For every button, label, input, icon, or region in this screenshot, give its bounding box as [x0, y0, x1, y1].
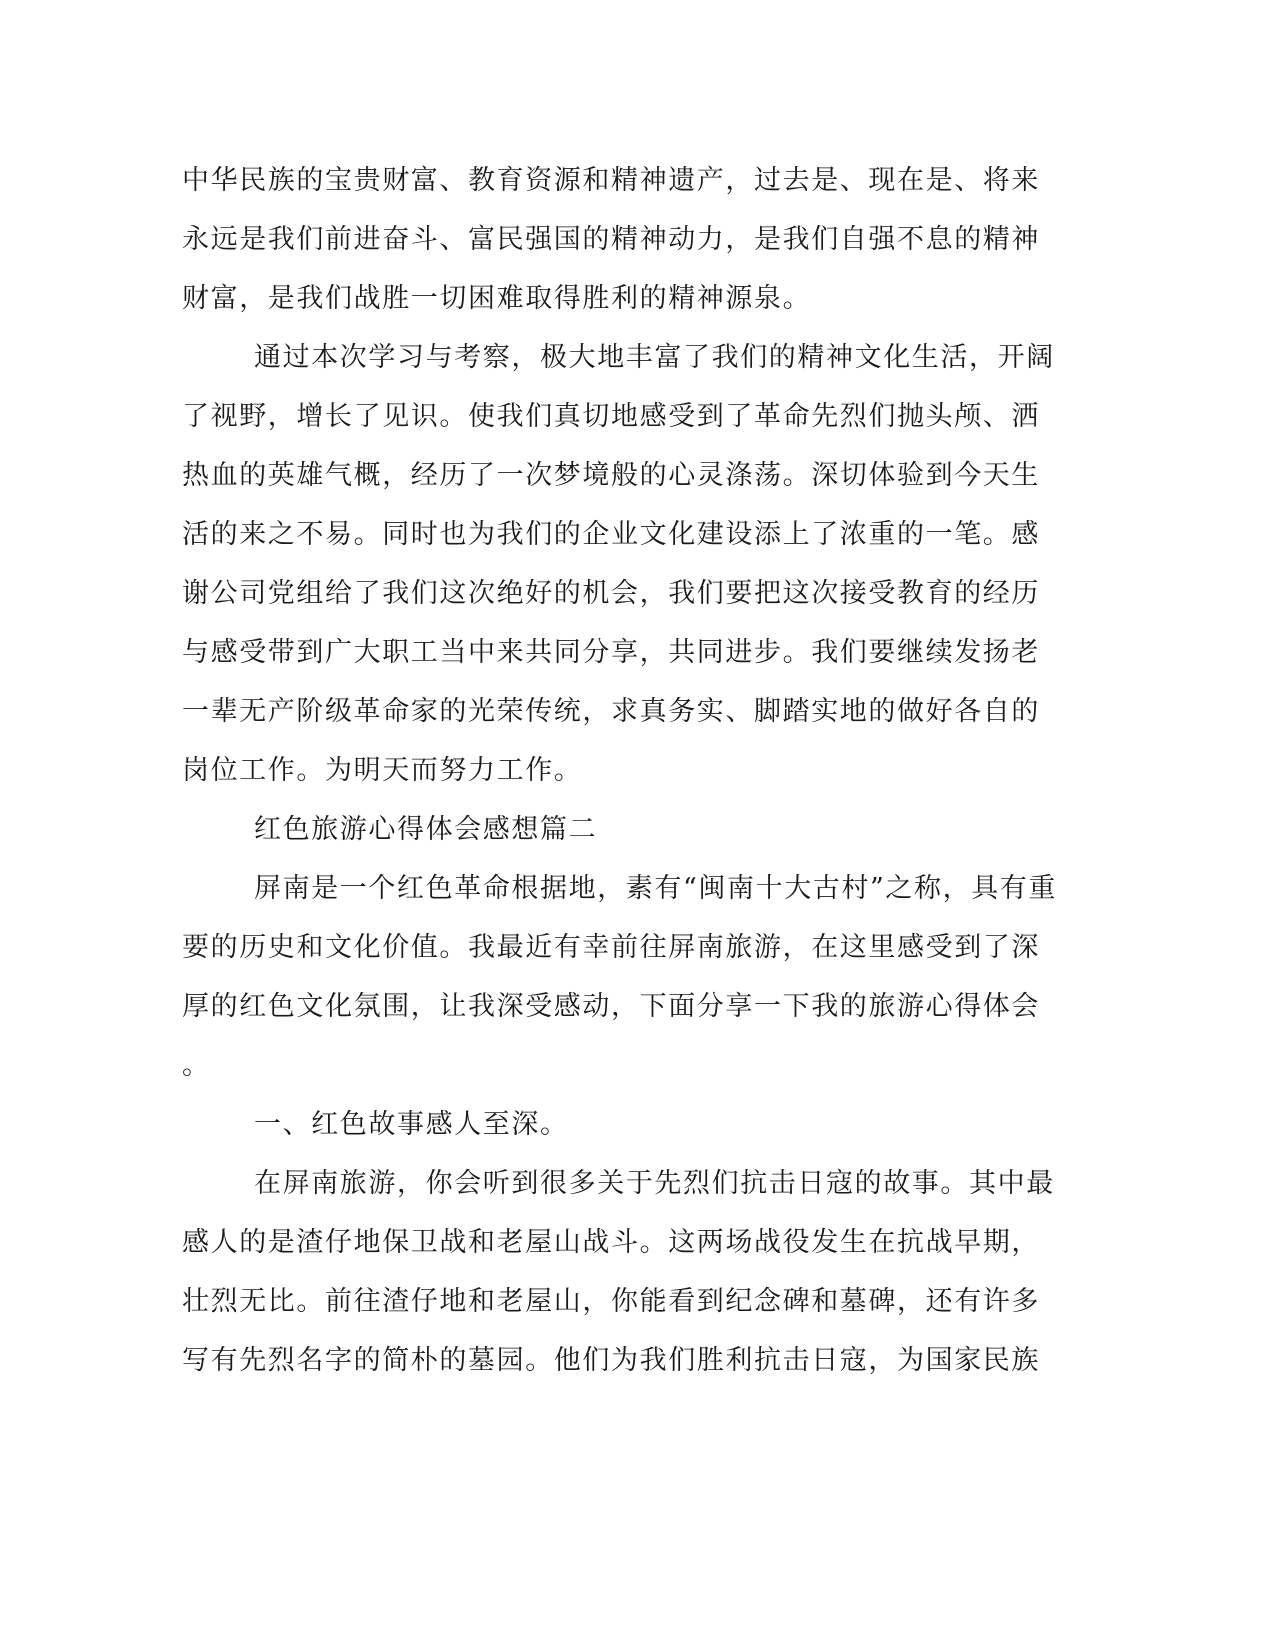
text-line: 写有先烈名字的简朴的墓园。他们为我们胜利抗击日寇，为国家民族 [182, 1345, 1040, 1376]
text-line: 要的历史和文化价值。我最近有幸前往屏南旅游，在这里感受到了深 [182, 932, 1040, 963]
text-line: 谢公司党组给了我们这次绝好的机会，我们要把这次接受教育的经历 [182, 578, 1040, 609]
text-line: 岗位工作。为明天而努力工作。 [182, 755, 583, 786]
section-heading: 红色旅游心得体会感想篇二 [254, 814, 598, 845]
text-line: 一辈无产阶级革命家的光荣传统，求真务实、脚踏实地的做好各自的 [182, 696, 1040, 727]
text-line: 热血的英雄气概，经历了一次梦境般的心灵涤荡。深切体验到今天生 [182, 460, 1040, 491]
text-line: 了视野，增长了见识。使我们真切地感受到了革命先烈们抛头颅、洒 [182, 401, 1040, 432]
text-line: 财富，是我们战胜一切困难取得胜利的精神源泉。 [182, 283, 812, 314]
text-line: 永远是我们前进奋斗、富民强国的精神动力，是我们自强不息的精神 [182, 224, 1040, 255]
paragraph-first-line: 在屏南旅游，你会听到很多关于先烈们抗击日寇的故事。其中最 [254, 1168, 1055, 1199]
text-line: 与感受带到广大职工当中来共同分享，共同进步。我们要继续发扬老 [182, 637, 1040, 668]
text-line: 中华民族的宝贵财富、教育资源和精神遗产，过去是、现在是、将来 [182, 165, 1040, 196]
paragraph-first-line: 屏南是一个红色革命根据地，素有“闽南十大古村”之称，具有重 [254, 873, 1058, 904]
paragraph-first-line: 通过本次学习与考察，极大地丰富了我们的精神文化生活，开阔 [254, 342, 1055, 373]
text-line: 活的来之不易。同时也为我们的企业文化建设添上了浓重的一笔。感 [182, 519, 1040, 550]
text-line: 壮烈无比。前往渣仔地和老屋山，你能看到纪念碑和墓碑，还有许多 [182, 1286, 1040, 1317]
text-line: 。 [182, 1050, 211, 1081]
text-line: 厚的红色文化氛围，让我深受感动，下面分享一下我的旅游心得体会 [182, 991, 1040, 1022]
text-line: 感人的是渣仔地保卫战和老屋山战斗。这两场战役发生在抗战早期， [182, 1227, 1040, 1258]
subsection-heading: 一、红色故事感人至深。 [254, 1109, 569, 1140]
